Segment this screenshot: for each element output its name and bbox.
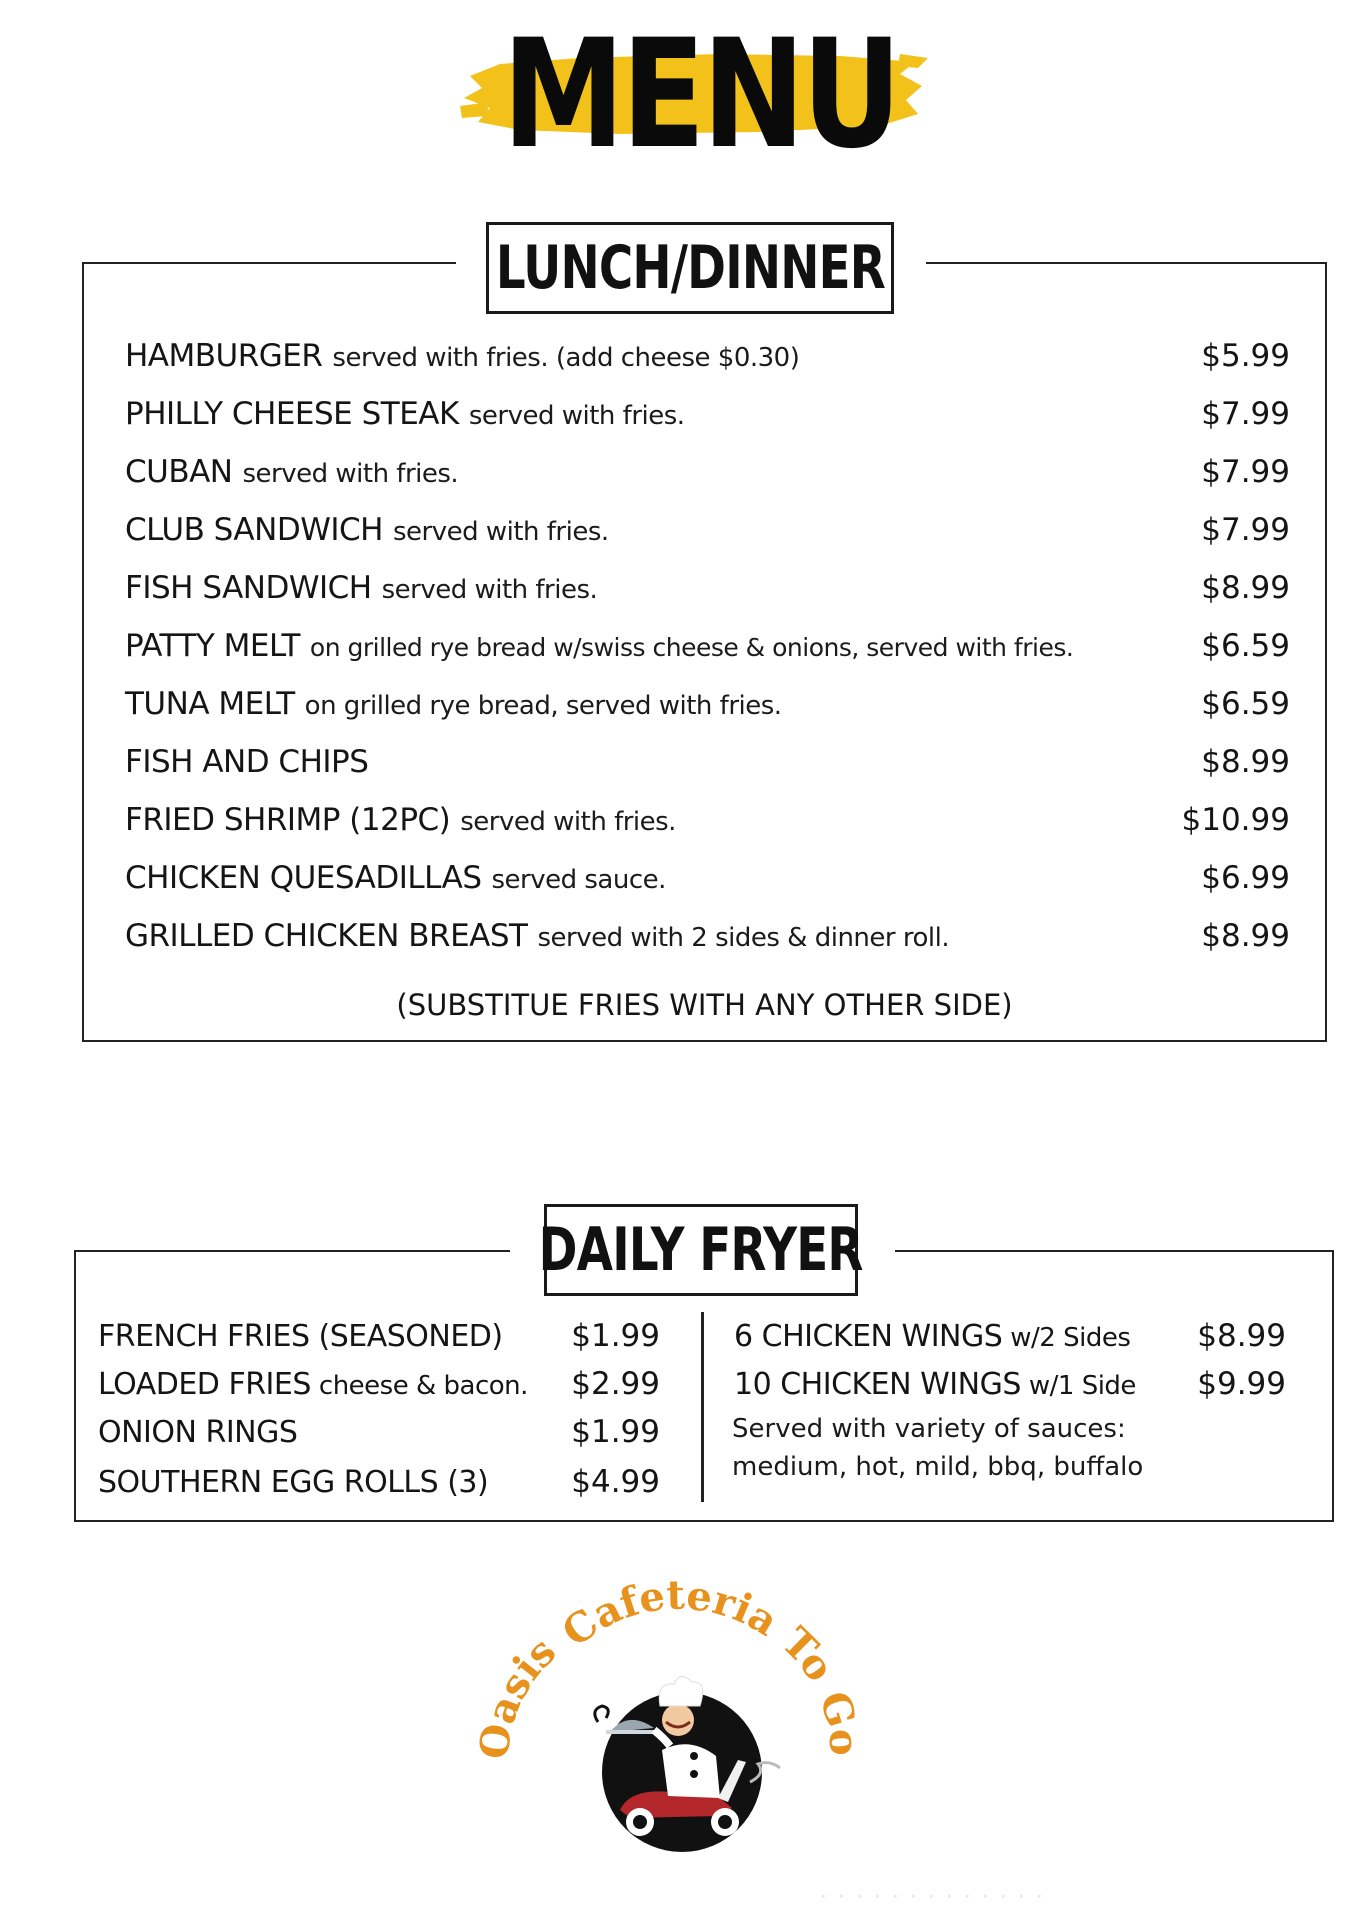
- menu-item-row: [125, 678, 1290, 728]
- item-price: $6.99: [1201, 860, 1290, 896]
- item-name: ONION RINGS: [98, 1415, 298, 1450]
- item-name: CUBAN: [125, 454, 233, 490]
- item-name: PATTY MELT: [125, 628, 300, 664]
- item-name: CHICKEN QUESADILLAS: [125, 860, 482, 896]
- item-price: $1.99: [571, 1414, 660, 1450]
- page-title: MENU: [502, 8, 899, 182]
- item-price: $8.99: [1201, 570, 1290, 606]
- item-price: $6.59: [1201, 628, 1290, 664]
- chef-on-scooter-icon: [595, 1676, 780, 1852]
- menu-item-row: [125, 562, 1290, 612]
- oasis-cafeteria-logo: [470, 1560, 890, 1860]
- item-description: served with fries.: [468, 401, 685, 431]
- fryer-item-row: [98, 1358, 660, 1406]
- faint-bleed-text: · · · · · · · · · · · · ·: [820, 1885, 1045, 1910]
- item-name: FRIED SHRIMP (12PC): [125, 802, 451, 838]
- sauce-note-line-1: Served with variety of sauces:: [732, 1414, 1126, 1444]
- menu-item-row: [125, 736, 1290, 786]
- item-name: LOADED FRIES: [98, 1367, 311, 1402]
- sauce-note-line-2: medium, hot, mild, bbq, buffalo: [732, 1452, 1144, 1482]
- item-price: $7.99: [1201, 396, 1290, 432]
- item-name: TUNA MELT: [125, 686, 295, 722]
- item-name: SOUTHERN EGG ROLLS (3): [98, 1465, 489, 1500]
- item-price: $5.99: [1201, 338, 1290, 374]
- item-price: $4.99: [571, 1464, 660, 1500]
- item-price: $9.99: [1197, 1366, 1286, 1402]
- fryer-item-row: [98, 1456, 660, 1504]
- item-price: $8.99: [1201, 918, 1290, 954]
- menu-item-row: [125, 388, 1290, 438]
- item-description: on grilled rye bread, served with fries.: [304, 691, 782, 721]
- fryer-item-row: [734, 1358, 1286, 1406]
- item-price: $7.99: [1201, 454, 1290, 490]
- item-description: served with fries. (add cheese $0.30): [332, 343, 800, 373]
- logo-text-to-go: To Go: [772, 1618, 868, 1758]
- item-description: on grilled rye bread w/swiss cheese & onions, served with fries.: [309, 633, 1074, 662]
- item-description: w/1 Side: [1028, 1371, 1136, 1401]
- column-divider: [701, 1312, 704, 1502]
- lunch-dinner-heading: LUNCH/DINNER: [495, 233, 885, 303]
- item-price: $6.59: [1201, 686, 1290, 722]
- item-description: served with fries.: [242, 459, 459, 489]
- item-name: FISH AND CHIPS: [125, 744, 369, 780]
- item-description: served with fries.: [381, 575, 598, 605]
- logo-text-cafeteria: Cafeteria: [553, 1571, 787, 1657]
- substitution-note: (SUBSTITUE FRIES WITH ANY OTHER SIDE): [396, 988, 1013, 1022]
- item-description: served with fries.: [460, 807, 676, 837]
- item-name: 6 CHICKEN WINGS: [734, 1319, 1003, 1354]
- item-description: served sauce.: [491, 865, 666, 895]
- item-description: w/2 Sides: [1010, 1323, 1131, 1353]
- item-name: HAMBURGER: [125, 338, 323, 374]
- lunch-dinner-header: [486, 222, 894, 314]
- daily-fryer-heading: DAILY FRYER: [539, 1215, 863, 1285]
- item-price: $1.99: [571, 1318, 660, 1354]
- logo-text-oasis: Oasis: [470, 1627, 566, 1762]
- item-name: FISH SANDWICH: [125, 570, 372, 606]
- menu-title-block: [460, 10, 930, 180]
- menu-item-row: [125, 330, 1290, 380]
- item-name: CLUB SANDWICH: [125, 512, 383, 548]
- menu-item-row: [125, 620, 1290, 670]
- item-price: $10.99: [1181, 802, 1290, 838]
- daily-fryer-header: [539, 1204, 863, 1296]
- item-description: served with fries.: [392, 517, 609, 547]
- item-description: served with 2 sides & dinner roll.: [537, 923, 950, 953]
- item-price: $2.99: [571, 1366, 660, 1402]
- menu-item-row: [125, 504, 1290, 554]
- item-name: GRILLED CHICKEN BREAST: [125, 918, 528, 954]
- menu-item-row: [125, 852, 1290, 902]
- item-price: $8.99: [1197, 1318, 1286, 1354]
- menu-item-row: [125, 794, 1290, 844]
- item-description: cheese & bacon.: [318, 1371, 528, 1401]
- fryer-item-row: [98, 1310, 660, 1358]
- item-price: $7.99: [1201, 512, 1290, 548]
- item-name: PHILLY CHEESE STEAK: [125, 396, 459, 432]
- item-price: $8.99: [1201, 744, 1290, 780]
- menu-item-row: [125, 446, 1290, 496]
- item-name: FRENCH FRIES (SEASONED): [98, 1319, 503, 1354]
- item-name: 10 CHICKEN WINGS: [734, 1367, 1021, 1402]
- menu-item-row: [125, 910, 1290, 960]
- fryer-item-row: [734, 1310, 1286, 1358]
- fryer-item-row: [98, 1406, 660, 1454]
